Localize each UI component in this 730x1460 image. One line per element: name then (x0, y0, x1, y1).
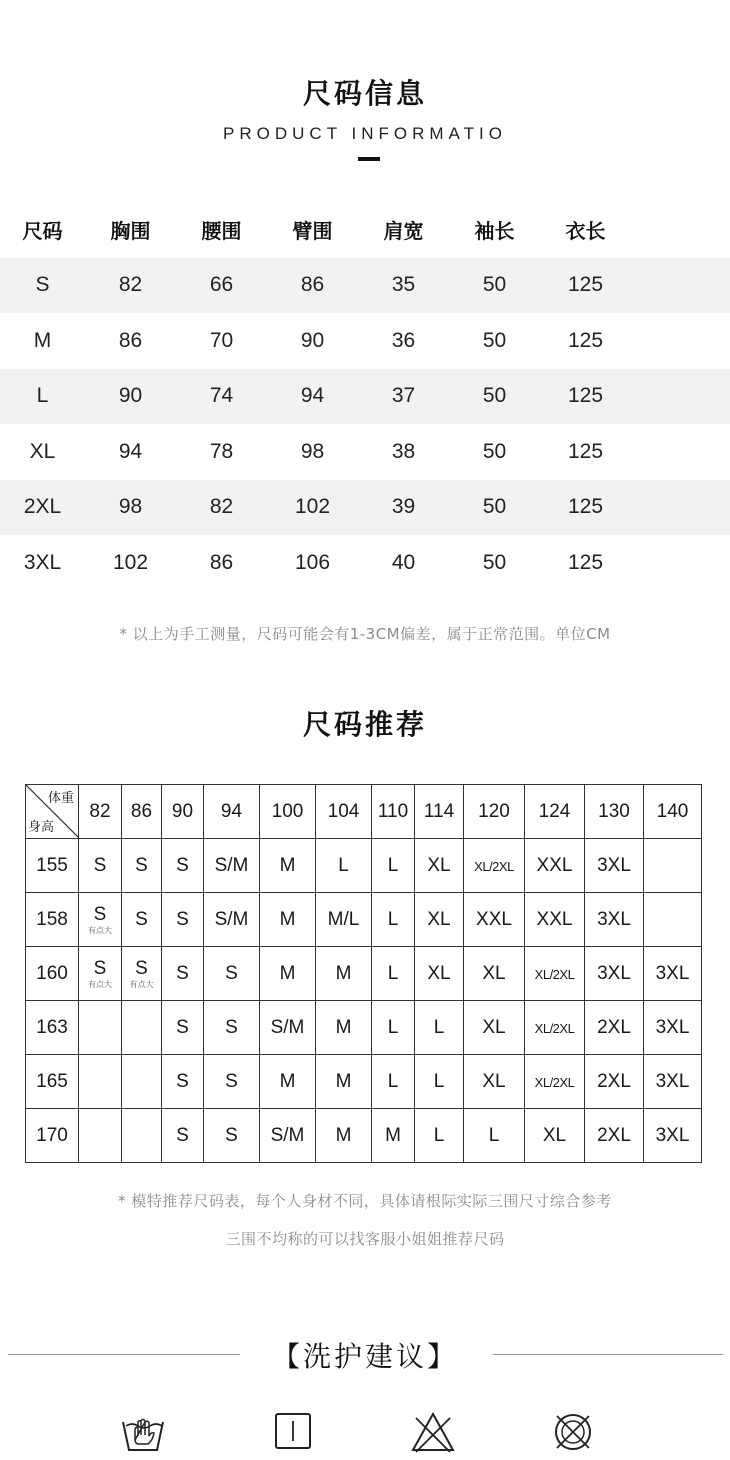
size-info-cell: 102 (294, 495, 331, 519)
grid-size-cell (464, 1001, 525, 1055)
size-info-cell: 38 (391, 439, 416, 463)
grid-size-value: S (225, 1124, 238, 1146)
grid-size-cell (316, 1001, 372, 1055)
grid-size-value: 2XL (597, 1070, 631, 1092)
size-info-cell: 82 (209, 495, 234, 519)
grid-size-value: XL (427, 962, 451, 984)
grid-weight-header: 124 (525, 785, 585, 839)
grid-size-cell (585, 893, 644, 947)
grid-size-value: L (433, 1124, 445, 1146)
grid-size-cell (316, 1055, 372, 1109)
grid-size-value: 3XL (655, 1124, 690, 1146)
grid-size-cell (122, 1055, 162, 1109)
grid-size-cell (316, 839, 372, 893)
size-info-note: * 以上为手工测量，尺码可能会有1-3CM偏差，属于正常范围。单位CM (119, 625, 611, 643)
grid-size-cell (464, 893, 525, 947)
grid-size-cell (415, 1001, 464, 1055)
grid-weight-header: 82 (79, 785, 122, 839)
recommend-note-1: * 模特推荐尺码表，每个人身材不同，具体请根际实际三围尺寸综合参考 (118, 1192, 612, 1210)
grid-size-value: M (279, 854, 296, 876)
size-info-row (0, 480, 730, 536)
grid-size-cell (162, 839, 204, 893)
no-bleach-icon (411, 1410, 455, 1454)
grid-size-value: S (176, 1016, 189, 1038)
grid-weight-header: 86 (122, 785, 162, 839)
grid-size-cell (415, 839, 464, 893)
grid-size-cell (162, 1055, 204, 1109)
grid-weight-header: 120 (464, 785, 525, 839)
grid-size-cell (204, 1109, 260, 1163)
size-info-cell: 36 (391, 328, 416, 352)
size-info-cell: 39 (391, 495, 416, 519)
grid-size-cell (372, 1001, 415, 1055)
grid-size-value: S (225, 1016, 238, 1038)
size-info-row (0, 535, 730, 591)
grid-size-cell (525, 839, 585, 893)
grid-size-value: S (176, 908, 189, 930)
size-info-cell: 125 (567, 439, 604, 463)
grid-size-value: XL (482, 1070, 506, 1092)
size-info-header-cell: 臂围 (292, 219, 333, 244)
size-info-subtitle: PRODUCT INFORMATIO (223, 124, 507, 143)
size-info-cell: 125 (567, 328, 604, 352)
grid-size-cell (644, 947, 702, 1001)
grid-size-value: L (488, 1124, 500, 1146)
grid-size-value: XL (427, 854, 451, 876)
grid-height-cell: 170 (26, 1109, 79, 1163)
grid-size-cell (372, 1109, 415, 1163)
grid-size-cell (79, 1109, 122, 1163)
grid-tiny-note: 有点大 (129, 980, 154, 989)
size-info-header-cell: 衣长 (565, 219, 606, 244)
grid-size-cell (464, 839, 525, 893)
size-info-cell: 66 (209, 273, 234, 297)
grid-weight-header: 110 (372, 785, 415, 839)
grid-weight-header: 90 (162, 785, 204, 839)
grid-row (26, 839, 702, 893)
grid-size-value: L (433, 1016, 445, 1038)
grid-size-value: 2XL (597, 1124, 631, 1146)
size-info-cell: 50 (482, 384, 507, 408)
grid-size-value: L (387, 908, 399, 930)
grid-size-value: 3XL (655, 1016, 690, 1038)
grid-size-cell (162, 947, 204, 1001)
corner-height-label: 身高 (28, 820, 55, 835)
size-info-row (0, 369, 730, 425)
grid-size-cell (415, 893, 464, 947)
grid-size-value: 2XL (597, 1016, 631, 1038)
grid-size-value: 3XL (597, 908, 631, 930)
grid-size-value: L (387, 1070, 399, 1092)
grid-size-cell (525, 1001, 585, 1055)
grid-size-cell (525, 947, 585, 1001)
size-info-cell: M (33, 328, 52, 352)
grid-size-cell (415, 1055, 464, 1109)
grid-size-value: M (279, 1070, 296, 1092)
grid-size-cell (122, 1109, 162, 1163)
grid-row (26, 893, 702, 947)
size-info-cell: 70 (209, 328, 234, 352)
size-info-cell: 2XL (23, 495, 62, 519)
grid-corner-cell (26, 785, 79, 839)
grid-size-cell (316, 1109, 372, 1163)
grid-size-cell (372, 893, 415, 947)
size-info-cell: L (36, 384, 49, 408)
grid-weight-header: 94 (204, 785, 260, 839)
size-info-cell: 37 (391, 384, 416, 408)
grid-row (26, 1055, 702, 1109)
grid-size-cell (585, 1001, 644, 1055)
size-info-cell: 40 (391, 550, 416, 574)
grid-tiny-note: 有点大 (88, 926, 112, 935)
grid-size-value: S (176, 1124, 189, 1146)
grid-size-cell (122, 893, 162, 947)
grid-size-cell (644, 1001, 702, 1055)
grid-size-value: S (135, 908, 148, 930)
grid-size-cell (316, 893, 372, 947)
grid-size-cell (585, 947, 644, 1001)
grid-size-cell (464, 1109, 525, 1163)
grid-size-value: S/M (270, 1124, 305, 1146)
grid-size-cell (372, 947, 415, 1001)
grid-size-cell (644, 839, 702, 893)
grid-size-cell (204, 947, 260, 1001)
grid-weight-header: 104 (316, 785, 372, 839)
size-info-row (0, 258, 730, 314)
grid-size-cell (415, 1109, 464, 1163)
grid-size-value: S (225, 1070, 238, 1092)
size-info-cell: 102 (112, 550, 149, 574)
grid-size-value: S (135, 854, 148, 876)
grid-size-cell (525, 1055, 585, 1109)
size-info-cell: 90 (118, 384, 143, 408)
size-info-table (0, 202, 730, 591)
grid-size-value: S (176, 854, 189, 876)
size-info-cell: XL (29, 439, 56, 463)
grid-size-value: S (93, 904, 107, 925)
grid-size-cell (79, 893, 122, 947)
grid-size-value: 3XL (597, 854, 631, 876)
grid-size-value: M (335, 1016, 352, 1038)
grid-size-cell (260, 1109, 316, 1163)
grid-size-cell (79, 1001, 122, 1055)
grid-size-value: S/M (214, 908, 249, 930)
grid-size-cell (464, 1055, 525, 1109)
grid-size-cell (372, 839, 415, 893)
grid-size-cell (204, 839, 260, 893)
size-info-header-cell: 肩宽 (383, 219, 424, 244)
grid-size-value: XL/2XL (534, 1020, 575, 1036)
size-info-header-cell: 胸围 (110, 219, 151, 244)
size-info-cell: 125 (567, 273, 604, 297)
title-dash-divider (358, 157, 380, 161)
grid-size-value: XL/2XL (534, 966, 575, 982)
grid-size-value: M (279, 962, 296, 984)
grid-size-cell (644, 1109, 702, 1163)
size-info-cell: 86 (300, 273, 325, 297)
size-info-row (0, 424, 730, 480)
grid-size-cell (316, 947, 372, 1001)
size-info-cell: 50 (482, 495, 507, 519)
grid-size-value: XL (542, 1124, 567, 1146)
grid-size-value: M (335, 1070, 352, 1092)
grid-size-value: 3XL (597, 962, 631, 984)
grid-size-cell (585, 1055, 644, 1109)
grid-size-cell (260, 1055, 316, 1109)
grid-size-cell (260, 893, 316, 947)
size-info-cell: 3XL (23, 550, 62, 574)
care-title: 【洗护建议】 (271, 1340, 458, 1373)
grid-height-cell: 165 (26, 1055, 79, 1109)
size-info-cell: 90 (300, 328, 325, 352)
size-info-cell: 98 (300, 439, 325, 463)
size-info-title: 尺码信息 (302, 77, 427, 110)
grid-size-cell (260, 839, 316, 893)
grid-size-cell (204, 1001, 260, 1055)
size-recommend-title: 尺码推荐 (302, 708, 427, 741)
recommend-note-2: 三围不均称的可以找客服小姐姐推荐尺码 (225, 1230, 505, 1248)
size-info-cell: 125 (567, 495, 604, 519)
grid-size-value: XL (482, 1016, 506, 1038)
size-info-row (0, 313, 730, 369)
grid-size-value: XL/2XL (474, 858, 514, 874)
grid-size-value: XL/2XL (534, 1074, 575, 1090)
grid-size-value: XL (427, 908, 451, 930)
size-info-cell: 98 (118, 495, 143, 519)
hang-dry-icon (272, 1410, 316, 1454)
grid-size-value: M (335, 1124, 352, 1146)
grid-size-cell (122, 1001, 162, 1055)
size-info-cell: 125 (567, 384, 604, 408)
size-info-header-cell: 腰围 (201, 219, 242, 244)
grid-weight-header: 100 (260, 785, 316, 839)
grid-weight-header: 140 (644, 785, 702, 839)
grid-size-cell (372, 1055, 415, 1109)
grid-size-cell (79, 1055, 122, 1109)
grid-size-cell (79, 839, 122, 893)
size-info-cell: 35 (391, 273, 416, 297)
size-info-cell: 50 (482, 550, 507, 574)
grid-size-value: M (335, 962, 352, 984)
size-info-cell: 86 (118, 328, 143, 352)
size-info-cell: 78 (209, 439, 234, 463)
grid-height-cell: 160 (26, 947, 79, 1001)
grid-size-cell (162, 1001, 204, 1055)
grid-size-cell (644, 1055, 702, 1109)
grid-size-value: L (387, 962, 399, 984)
no-tumble-dry-icon (551, 1410, 595, 1454)
size-info-header-row (0, 202, 730, 258)
grid-size-value: L (387, 1016, 399, 1038)
grid-size-cell (122, 839, 162, 893)
size-info-cell: 50 (482, 439, 507, 463)
grid-row (26, 1001, 702, 1055)
grid-size-cell (122, 947, 162, 1001)
size-info-header-cell: 尺码 (22, 219, 63, 244)
size-info-cell: 50 (482, 328, 507, 352)
grid-size-value: M (279, 908, 296, 930)
size-info-cell: 74 (209, 384, 234, 408)
grid-size-cell (585, 1109, 644, 1163)
grid-size-cell (415, 947, 464, 1001)
grid-size-value: M (385, 1124, 401, 1146)
size-info-cell: S (35, 273, 50, 297)
grid-size-cell (260, 1001, 316, 1055)
grid-size-value: L (387, 854, 399, 876)
grid-size-value: S/M (270, 1016, 305, 1038)
grid-size-value: XXL (536, 908, 573, 930)
size-info-cell: 82 (118, 273, 143, 297)
hand-wash-icon (121, 1410, 165, 1454)
grid-row (26, 947, 702, 1001)
grid-size-cell (585, 839, 644, 893)
grid-height-cell: 155 (26, 839, 79, 893)
grid-size-cell (525, 893, 585, 947)
grid-size-value: S (225, 962, 238, 984)
grid-size-value: 3XL (655, 962, 690, 984)
grid-size-value: M/L (327, 908, 360, 930)
grid-size-value: S (93, 854, 107, 876)
grid-size-value: L (433, 1070, 445, 1092)
size-info-cell: 125 (567, 550, 604, 574)
grid-size-cell (204, 893, 260, 947)
size-info-cell: 86 (209, 550, 234, 574)
grid-size-cell (204, 1055, 260, 1109)
grid-size-value: S/M (214, 854, 249, 876)
grid-size-cell (162, 893, 204, 947)
grid-size-cell (464, 947, 525, 1001)
grid-height-cell: 163 (26, 1001, 79, 1055)
grid-header-row (26, 785, 702, 839)
grid-size-cell (162, 1109, 204, 1163)
grid-size-cell (525, 1109, 585, 1163)
grid-size-value: L (338, 854, 349, 876)
grid-size-value: XXL (476, 908, 512, 930)
grid-size-cell (79, 947, 122, 1001)
size-info-cell: 50 (482, 273, 507, 297)
size-info-cell: 106 (294, 550, 331, 574)
grid-size-value: S (176, 962, 189, 984)
grid-size-value: S (135, 958, 148, 979)
grid-row (26, 1109, 702, 1163)
grid-tiny-note: 有点大 (88, 980, 112, 989)
grid-height-cell: 158 (26, 893, 79, 947)
size-info-header-cell: 袖长 (474, 219, 515, 244)
grid-size-value: S (176, 1070, 189, 1092)
grid-size-value: S (93, 958, 107, 979)
grid-size-value: XXL (536, 854, 573, 876)
corner-weight-label: 体重 (47, 791, 74, 806)
grid-size-value: XL (482, 962, 506, 984)
size-recommend-grid (25, 784, 702, 1163)
grid-weight-header: 114 (415, 785, 464, 839)
grid-size-cell (644, 893, 702, 947)
size-info-cell: 94 (300, 384, 325, 408)
grid-size-value: 3XL (655, 1070, 690, 1092)
size-info-cell: 94 (118, 439, 143, 463)
grid-size-cell (260, 947, 316, 1001)
grid-weight-header: 130 (585, 785, 644, 839)
